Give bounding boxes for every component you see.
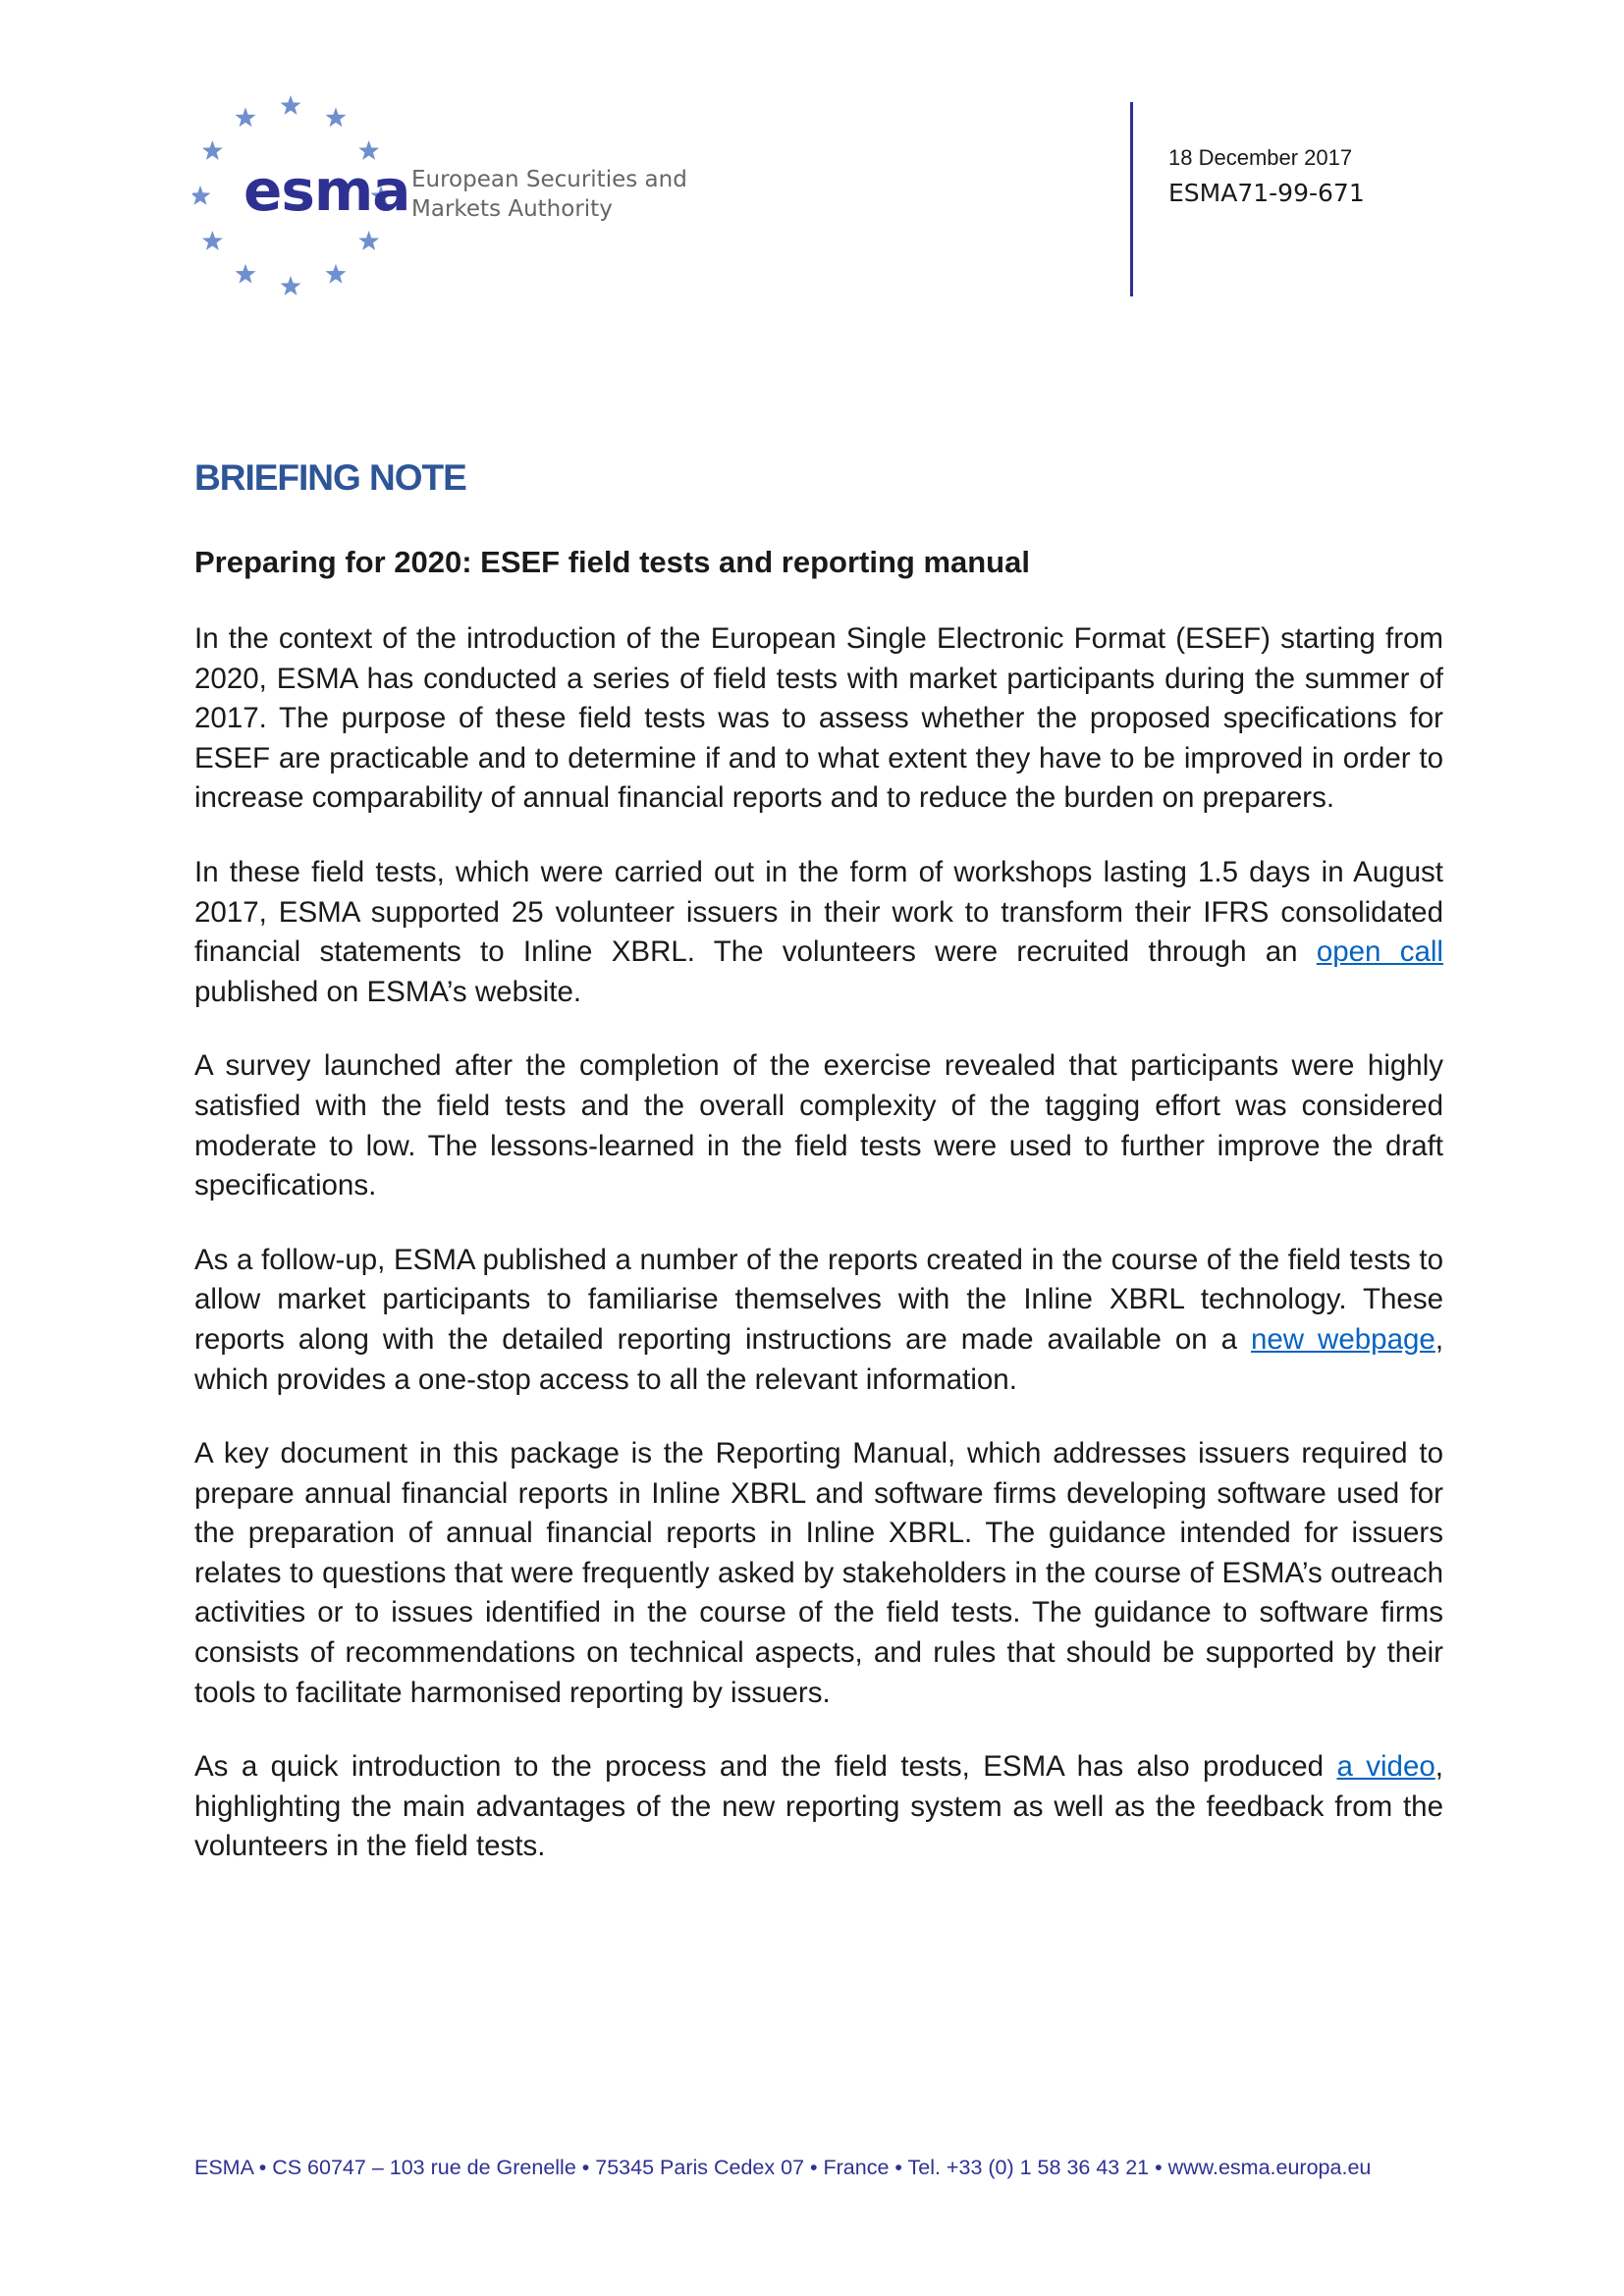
logo-subtitle: European Securities and Markets Authority: [411, 167, 687, 222]
document-reference: ESMA71-99-671: [1168, 179, 1365, 207]
star-icon: [326, 264, 347, 284]
paragraph: In the context of the introduction of the European Single Electronic Format (ESEF) starting from 2020, ESMA has conducted a series of field tests with market participants during the summer of 2017. The purpose of these field tests was to assess whether the proposed specifications for ESEF are practicable and to determine if and to what extent they have to be improved in order to increase comparability of annual financial reports and to reduce the burden on preparers.: [194, 622, 1443, 815]
document-body: [194, 619, 1443, 1901]
star-icon: [236, 264, 256, 284]
document-date: 18 December 2017: [1168, 145, 1353, 170]
logo-wordmark: esma: [244, 157, 410, 224]
paragraph: In these field tests, which were carried out in the form of workshops lasting 1.5 days in August 2017, ESMA supported 25 volunteer issuers in their work to transform their IFRS consolidated financial statements to Inline XBRL. The volunteers were recruited through an open call published on ESMA’s website.: [194, 855, 1443, 1008]
video-link[interactable]: a video: [1336, 1750, 1435, 1784]
star-icon: [202, 231, 223, 250]
document-subtitle: Preparing for 2020: ESEF field tests and reporting manual: [194, 545, 1030, 579]
star-icon: [358, 231, 379, 250]
new-webpage-link[interactable]: new webpage: [1250, 1322, 1435, 1356]
star-icon: [236, 107, 256, 127]
header-divider: [1130, 102, 1133, 296]
star-icon: [326, 107, 347, 127]
document-title: BRIEFING NOTE: [194, 457, 466, 498]
paragraph: A key document in this package is the Reporting Manual, which addresses issuers required to prepare annual financial reports in Inline XBRL and software firms developing software used for the preparation of annual financial reports in Inline XBRL. The guidance intended for issuers relates to questions that were frequently asked by stakeholders in the course of ESMA’s outreach activities or to issues identified in the course of the field tests. The guidance to software firms consists of recommendations on technical aspects, and rules that should be supported by their tools to facilitate harmonised reporting by issuers.: [194, 1437, 1443, 1709]
star-icon: [192, 186, 211, 205]
footer-address: ESMA • CS 60747 – 103 rue de Grenelle • 75345 Paris Cedex 07 • France • Tel. +33 (0) 1 58 36 43 21 • www.esma.europa.eu: [194, 2156, 1372, 2179]
paragraph: As a quick introduction to the process and the field tests, ESMA has also produced a video, highlighting the main advantages of the new reporting system as well as the feedback from the volunteers in the field tests.: [194, 1750, 1443, 1863]
paragraph: A survey launched after the completion of the exercise revealed that participants were highly satisfied with the field tests and the overall complexity of the tagging effort was considered moderate to low. The lessons-learned in the field tests were used to further improve the draft specifications.: [194, 1049, 1443, 1202]
star-icon: [281, 95, 301, 115]
star-icon: [281, 276, 301, 295]
star-icon: [202, 140, 223, 160]
open-call-link[interactable]: open call: [1316, 935, 1443, 969]
paragraph: As a follow-up, ESMA published a number of the reports created in the course of the field tests to allow market participants to familiarise themselves with the Inline XBRL technology. These reports along with the detailed reporting instructions are made available on a new webpage, which provides a one-stop access to all the relevant information.: [194, 1243, 1444, 1396]
